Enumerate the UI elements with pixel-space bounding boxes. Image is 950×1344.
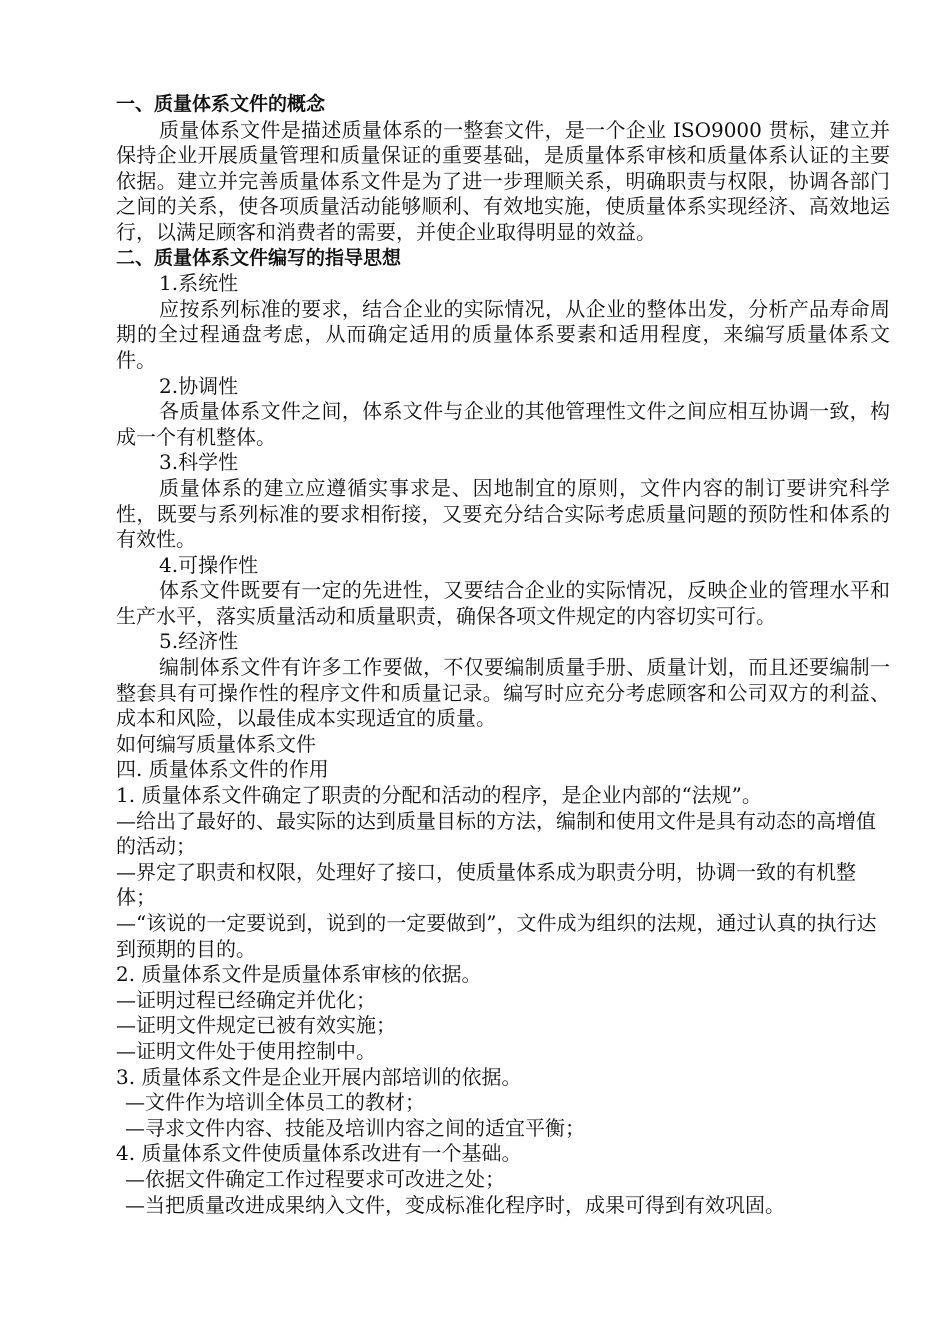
principle-title: 5.经济性 xyxy=(159,629,239,654)
principle-title: 4.可操作性 xyxy=(159,552,259,577)
role-line: —“该说的一定要说到，说到的一定要做到”，文件成为组织的法规，通过认真的执行达到预期的目的。 xyxy=(116,911,877,961)
role-line: —证明文件处于使用控制中。 xyxy=(116,1038,376,1063)
principle-title: 3.科学性 xyxy=(159,450,239,475)
section-4-heading: 四. 质量体系文件的作用 xyxy=(116,757,329,782)
section-1-paragraph: 质量体系文件是描述质量体系的一整套文件，是一个企业 ISO9000 贯标，建立并保持企业开展质量管理和质量保证的重要基础，是质量体系审核和质量体系认证的主要依据。建立并完善质量体系文件是为了进一步理顺关系，明确职责与权限，协调各部门之间的关系，使各项质量活动能够顺利、有效地实施，使质量体系实现经济、高效地运行，以满足顾客和消费者的需要，并使企业取得明显的效益。 xyxy=(116,117,890,244)
principle-title: 2.协调性 xyxy=(159,373,239,398)
principle-paragraph: 应按系列标准的要求，结合企业的实际情况，从企业的整体出发，分析产品寿命周期的全过程通盘考虑，从而确定适用的质量体系要素和适用程度，来编写质量体系文件。 xyxy=(116,296,890,372)
role-line: —证明过程已经确定并优化； xyxy=(116,987,376,1012)
role-line: 2. 质量体系文件是质量体系审核的依据。 xyxy=(116,962,482,987)
role-line: —依据文件确定工作过程要求可改进之处； xyxy=(125,1166,505,1191)
role-line: —给出了最好的、最实际的达到质量目标的方法，编制和使用文件是具有动态的高增值的活动； xyxy=(116,808,876,859)
section-1-heading: 一、质量体系文件的概念 xyxy=(116,93,326,115)
principle-paragraph: 质量体系的建立应遵循实事求是、因地制宜的原则，文件内容的制订要讲究科学性，既要与系列标准的要求相衔接，又要充分结合实际考虑质量问题的预防性和体系的有效性。 xyxy=(116,475,890,552)
role-line: —证明文件规定已被有效实施； xyxy=(116,1013,396,1038)
role-line: 4. 质量体系文件使质量体系改进有一个基础。 xyxy=(116,1141,522,1166)
section-3-heading: 如何编写质量体系文件 xyxy=(116,731,316,756)
role-line: —界定了职责和权限，处理好了接口，使质量体系成为职责分明，协调一致的有机整体； xyxy=(116,859,856,910)
principle-paragraph: 各质量体系文件之间，体系文件与企业的其他管理性文件之间应相互协调一致，构成一个有机整体。 xyxy=(116,399,890,449)
role-line: 1. 质量体系文件确定了职责的分配和活动的程序，是企业内部的“法规”。 xyxy=(116,783,762,808)
role-line: —文件作为培训全体员工的教材； xyxy=(125,1090,425,1115)
role-line: 3. 质量体系文件是企业开展内部培训的依据。 xyxy=(116,1064,522,1089)
role-line: —寻求文件内容、技能及培训内容之间的适宜平衡； xyxy=(125,1115,585,1140)
principle-title: 1.系统性 xyxy=(159,271,239,296)
role-line: —当把质量改进成果纳入文件，变成标准化程序时，成果可得到有效巩固。 xyxy=(125,1192,785,1217)
section-2-heading: 二、质量体系文件编写的指导思想 xyxy=(116,246,402,269)
principle-paragraph: 编制体系文件有许多工作要做，不仅要编制质量手册、质量计划，而且还要编制一整套具有可操作性的程序文件和质量记录。编写时应充分考虑顾客和公司双方的利益、成本和风险，以最佳成本实现适宜的质量。 xyxy=(116,655,890,731)
principle-paragraph: 体系文件既要有一定的先进性，又要结合企业的实际情况，反映企业的管理水平和生产水平，落实质量活动和质量职责，确保各项文件规定的内容切实可行。 xyxy=(116,578,890,628)
